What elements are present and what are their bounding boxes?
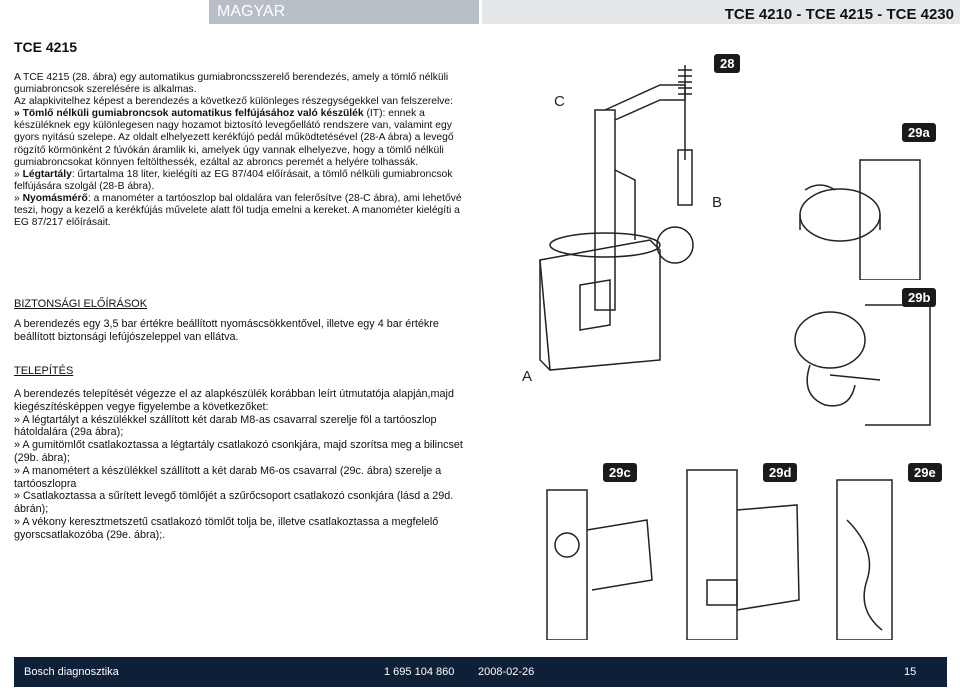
figure-label-29d: 29d bbox=[763, 463, 797, 482]
safety-heading: BIZTONSÁGI ELŐÍRÁSOK bbox=[14, 298, 148, 310]
figure-28-machine bbox=[510, 40, 770, 380]
page-footer bbox=[14, 657, 947, 687]
safety-text: A berendezés egy 3,5 bar értékre beállított nyomáscsökkentővel, illetve egy 4 bar értékre beállított biztonsági lefújószeleppel van ellátva. bbox=[14, 318, 439, 343]
page-number: 15 bbox=[904, 666, 917, 678]
figure-label-28: 28 bbox=[714, 54, 740, 73]
feature-item-air-tank: » Légtartály: űrtartalma 18 liter, kielégíti az EG 87/404 előírásait, a tömlő nélküli gumiabroncsok felfújására szolgál (28-B ábra). bbox=[14, 168, 453, 192]
callout-a: A bbox=[522, 368, 533, 385]
footer-date: 2008-02-26 bbox=[478, 666, 535, 678]
install-line: A berendezés telepítését végezze el az alapkészülék korábban leírt útmutatója alapján,majd kiegészítésképpen vegye figyelembe a következőket: bbox=[14, 388, 454, 413]
install-line: » A gumitömlőt csatlakoztassa a légtartály csatlakozó csonkjára, majd szorítsa meg a bilincset (29b. ábra); bbox=[14, 439, 463, 464]
intro-block bbox=[14, 72, 472, 229]
figure-29a-tank bbox=[780, 120, 945, 280]
model-title: TCE 4210 - TCE 4215 - TCE 4230 bbox=[724, 6, 954, 23]
figure-29b-hose bbox=[770, 285, 945, 445]
install-line: » A vékony keresztmetszetű csatlakozó tömlőt tolja be, illetve csatlakoztassa a megfelelő gyorscsatlakozóba (29e. ábra);. bbox=[14, 515, 439, 541]
figure-label-29a: 29a bbox=[902, 123, 936, 142]
intro-paragraph-2: Az alapkivitelhez képest a berendezés a következő különleges részegységekkel van felszerelve: bbox=[14, 96, 454, 108]
figure-label-29e: 29e bbox=[908, 463, 942, 482]
install-line: » A légtartályt a készülékkel szállított két darab M8-as csavarral szerelje föl a tartóoszlop hátoldalára (29a ábra); bbox=[14, 413, 437, 439]
figure-label-29c: 29c bbox=[603, 463, 637, 482]
intro-paragraph-1: A TCE 4215 (28. ábra) egy automatikus gumiabroncsszerelő berendezés, amely a tömlő nélküli gumiabroncsok szerelésére is alkalmas. bbox=[14, 72, 449, 96]
language-label: MAGYAR bbox=[217, 3, 286, 20]
figure-29c-29e-row bbox=[537, 460, 937, 640]
install-heading: TELEPÍTÉS bbox=[14, 365, 74, 377]
page-title: TCE 4215 bbox=[14, 39, 78, 55]
feature-item-pressure-gauge: » Nyomásmérő: a manométer a tartóoszlop bal oldalára van felerősítve (28-C ábra), ami lehetővé teszi, hogy a kezelő a kerékfújás művelete alatt föl tudja emelni a kereket. A manométer kielégíti a EG 87/217 előírásait. bbox=[14, 192, 462, 229]
callout-b: B bbox=[712, 194, 723, 211]
install-line: » A manométert a készülékkel szállított a két darab M6-os csavarral (29c. ábra) szerelje a tartóoszlopra bbox=[14, 464, 442, 490]
footer-company: Bosch diagnosztika bbox=[24, 666, 119, 678]
language-bar bbox=[209, 0, 479, 24]
footer-part-number: 1 695 104 860 bbox=[384, 666, 455, 678]
figure-label-29b: 29b bbox=[902, 288, 936, 307]
feature-item-tyre-inflator: » Tömlő nélküli gumiabroncsok automatikus felfújásához való készülék (IT): ennek a készüléknek egy különlegesen nagy hozamot biztosító levegőellátó rendszere van, valamint egy gyors nyitású szelepe. Az oldalt elhelyezett kerékfújó pedál működtetésével (28-A ábra) a levegő rögzítő körmönként 2 fúvókán áramlik ki, amelyek úgy vannak elhelyezve, hogy a tömlő nélküli gumiabroncsokat könnyen feltölthessék, ezáltal az abroncs peremét a helyére tolhassák. bbox=[14, 108, 454, 168]
callout-c: C bbox=[554, 93, 565, 110]
model-bar bbox=[482, 0, 960, 24]
install-line: » Csatlakoztassa a sűrített levegő tömlőjét a szűrőcsoport csatlakozó csonkjára (lásd a 29d. ábrán); bbox=[14, 490, 454, 516]
install-list bbox=[14, 388, 472, 542]
